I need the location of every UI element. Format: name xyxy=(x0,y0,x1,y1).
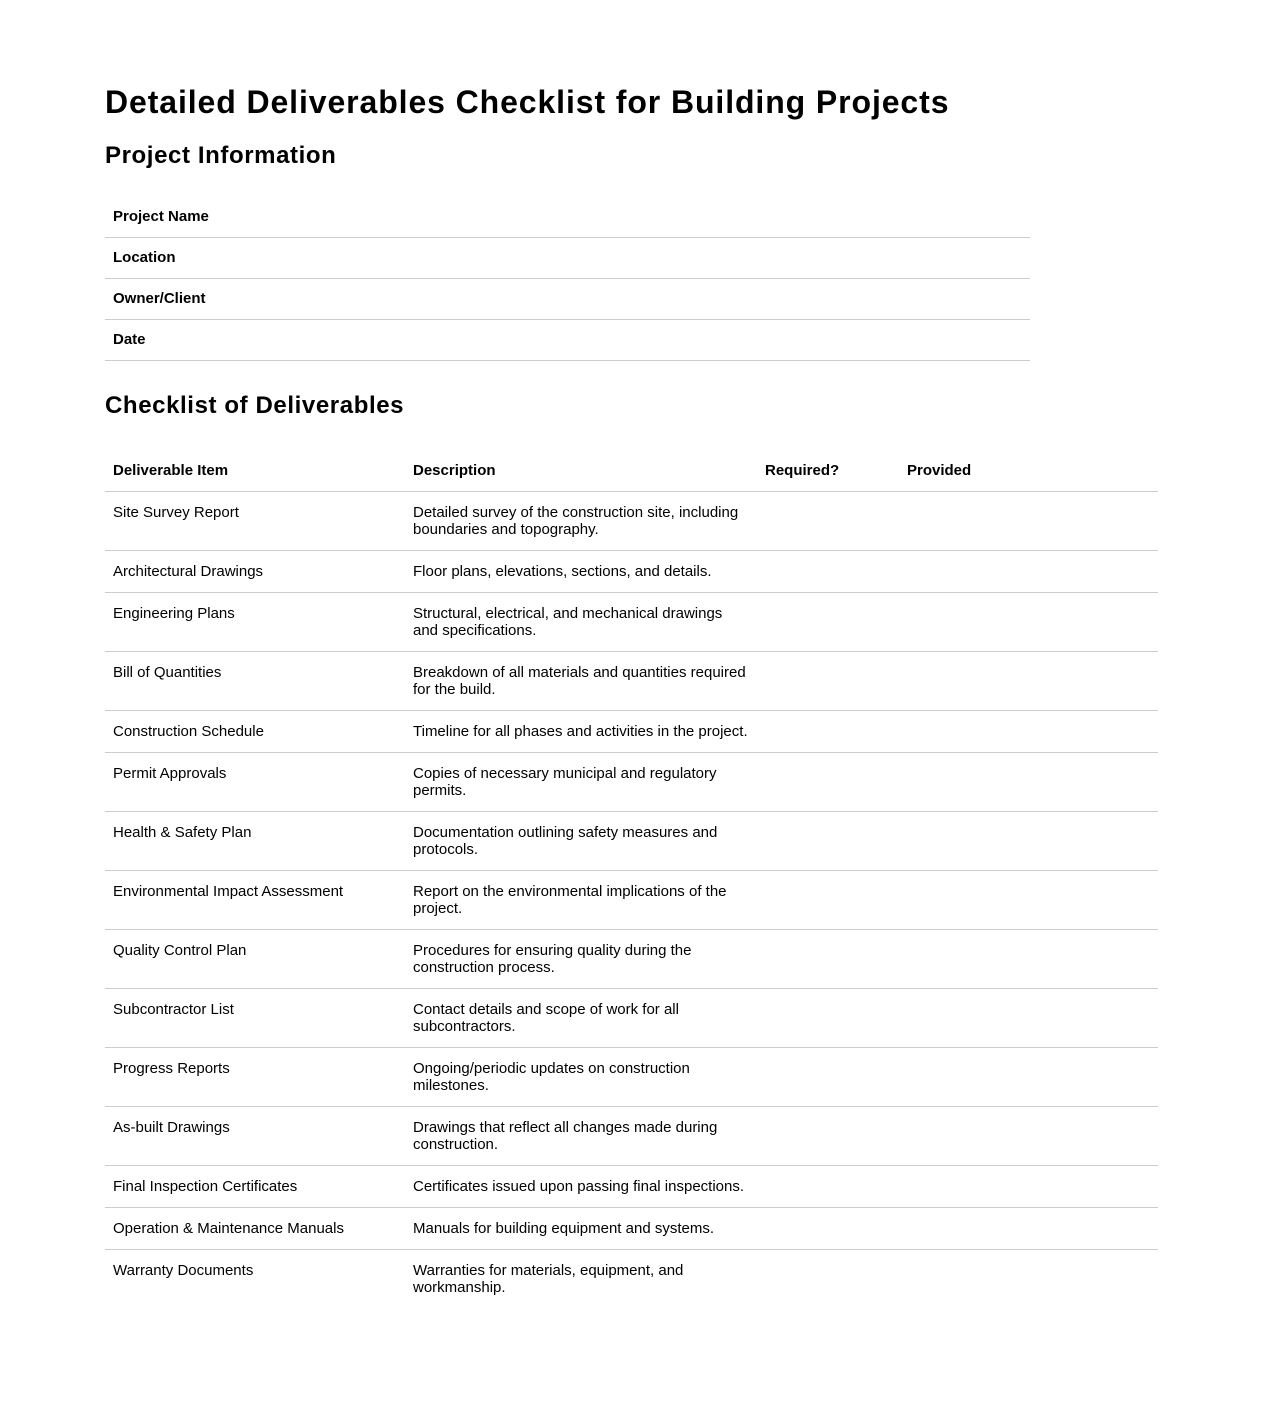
provided-cell[interactable] xyxy=(899,752,1158,811)
deliverable-item: Permit Approvals xyxy=(105,752,405,811)
provided-cell[interactable] xyxy=(899,929,1158,988)
deliverable-item: Health & Safety Plan xyxy=(105,811,405,870)
deliverable-description: Drawings that reflect all changes made during construction. xyxy=(405,1106,757,1165)
info-label-text: Date xyxy=(113,331,146,348)
info-row-location xyxy=(105,237,1158,278)
info-label xyxy=(105,319,1030,360)
provided-cell[interactable] xyxy=(899,988,1158,1047)
deliverable-item: Architectural Drawings xyxy=(105,550,405,592)
provided-cell[interactable] xyxy=(899,710,1158,752)
provided-cell[interactable] xyxy=(899,811,1158,870)
required-cell[interactable] xyxy=(757,1207,899,1249)
deliverable-item: Environmental Impact Assessment xyxy=(105,870,405,929)
deliverable-item: Engineering Plans xyxy=(105,592,405,651)
deliverable-item: Final Inspection Certificates xyxy=(105,1165,405,1207)
column-header-item: Deliverable Item xyxy=(105,450,405,492)
required-cell[interactable] xyxy=(757,870,899,929)
deliverable-item: Operation & Maintenance Manuals xyxy=(105,1207,405,1249)
provided-cell[interactable] xyxy=(899,1165,1158,1207)
table-row xyxy=(105,811,1158,870)
required-cell[interactable] xyxy=(757,592,899,651)
deliverables-table xyxy=(105,450,1158,1308)
deliverable-description: Certificates issued upon passing final inspections. xyxy=(405,1165,757,1207)
required-cell[interactable] xyxy=(757,1165,899,1207)
required-cell[interactable] xyxy=(757,752,899,811)
deliverable-description: Breakdown of all materials and quantities required for the build. xyxy=(405,651,757,710)
info-value-project-name[interactable] xyxy=(914,196,1030,237)
info-label: Location xyxy=(105,237,914,278)
deliverable-description: Documentation outlining safety measures and protocols. xyxy=(405,811,757,870)
table-row xyxy=(105,1165,1158,1207)
table-row xyxy=(105,1106,1158,1165)
info-value-location[interactable] xyxy=(914,237,1030,278)
required-cell[interactable] xyxy=(757,710,899,752)
info-row-date xyxy=(105,319,1158,360)
deliverable-description: Ongoing/periodic updates on construction milestones. xyxy=(405,1047,757,1106)
table-row xyxy=(105,550,1158,592)
deliverable-item: Site Survey Report xyxy=(105,491,405,550)
required-cell[interactable] xyxy=(757,1047,899,1106)
table-row xyxy=(105,929,1158,988)
required-cell[interactable] xyxy=(757,1106,899,1165)
provided-cell[interactable] xyxy=(899,1249,1158,1308)
provided-cell[interactable] xyxy=(899,870,1158,929)
deliverable-description: Procedures for ensuring quality during the construction process. xyxy=(405,929,757,988)
deliverable-item: As-built Drawings xyxy=(105,1106,405,1165)
deliverable-description: Copies of necessary municipal and regulatory permits. xyxy=(405,752,757,811)
required-cell[interactable] xyxy=(757,929,899,988)
deliverable-item: Quality Control Plan xyxy=(105,929,405,988)
table-row xyxy=(105,1249,1158,1308)
info-row-project-name xyxy=(105,196,1158,237)
table-header-row xyxy=(105,450,1158,492)
info-value-date[interactable] xyxy=(1030,319,1158,360)
table-row xyxy=(105,592,1158,651)
provided-cell[interactable] xyxy=(899,592,1158,651)
table-row xyxy=(105,1047,1158,1106)
table-row xyxy=(105,710,1158,752)
checklist-heading: Checklist of Deliverables xyxy=(105,391,405,419)
required-cell[interactable] xyxy=(757,491,899,550)
info-label: Owner/Client xyxy=(105,278,914,319)
deliverable-description: Manuals for building equipment and systems. xyxy=(405,1207,757,1249)
required-cell[interactable] xyxy=(757,1249,899,1308)
deliverable-description: Warranties for materials, equipment, and workmanship. xyxy=(413,1261,684,1296)
table-row xyxy=(105,988,1158,1047)
required-cell[interactable] xyxy=(757,550,899,592)
info-label: Project Name xyxy=(105,196,914,237)
table-row xyxy=(105,752,1158,811)
required-cell[interactable] xyxy=(757,651,899,710)
deliverable-item: Bill of Quantities xyxy=(105,651,405,710)
deliverable-description: Structural, electrical, and mechanical drawings and specifications. xyxy=(405,592,757,651)
deliverable-description: Detailed survey of the construction site, including boundaries and topography. xyxy=(405,491,757,550)
table-row xyxy=(105,491,1158,550)
required-cell[interactable] xyxy=(757,988,899,1047)
provided-cell[interactable] xyxy=(899,1047,1158,1106)
project-info-heading: Project Information xyxy=(105,142,337,169)
page-title: Detailed Deliverables Checklist for Building Projects xyxy=(105,84,950,120)
deliverable-description: Floor plans, elevations, sections, and details. xyxy=(405,550,757,592)
info-value-owner-client[interactable] xyxy=(914,278,1030,319)
table-row xyxy=(105,1207,1158,1249)
deliverable-description: Timeline for all phases and activities in the project. xyxy=(405,710,757,752)
deliverable-description: Contact details and scope of work for all subcontractors. xyxy=(405,988,757,1047)
provided-cell[interactable] xyxy=(899,550,1158,592)
provided-cell[interactable] xyxy=(899,491,1158,550)
info-row-owner-client xyxy=(105,278,1158,319)
provided-cell[interactable] xyxy=(899,651,1158,710)
table-row xyxy=(105,651,1158,710)
project-info-table xyxy=(105,196,1158,361)
deliverable-item: Progress Reports xyxy=(105,1047,405,1106)
provided-cell[interactable] xyxy=(899,1207,1158,1249)
deliverable-item: Construction Schedule xyxy=(105,710,405,752)
deliverable-item: Warranty Documents xyxy=(113,1261,254,1279)
column-header-required: Required? xyxy=(757,450,899,492)
column-header-description: Description xyxy=(405,450,757,492)
provided-cell[interactable] xyxy=(899,1106,1158,1165)
column-header-provided: Provided xyxy=(899,450,1158,492)
deliverable-item: Subcontractor List xyxy=(105,988,405,1047)
table-row xyxy=(105,870,1158,929)
required-cell[interactable] xyxy=(757,811,899,870)
deliverable-description: Report on the environmental implications of the project. xyxy=(405,870,757,929)
